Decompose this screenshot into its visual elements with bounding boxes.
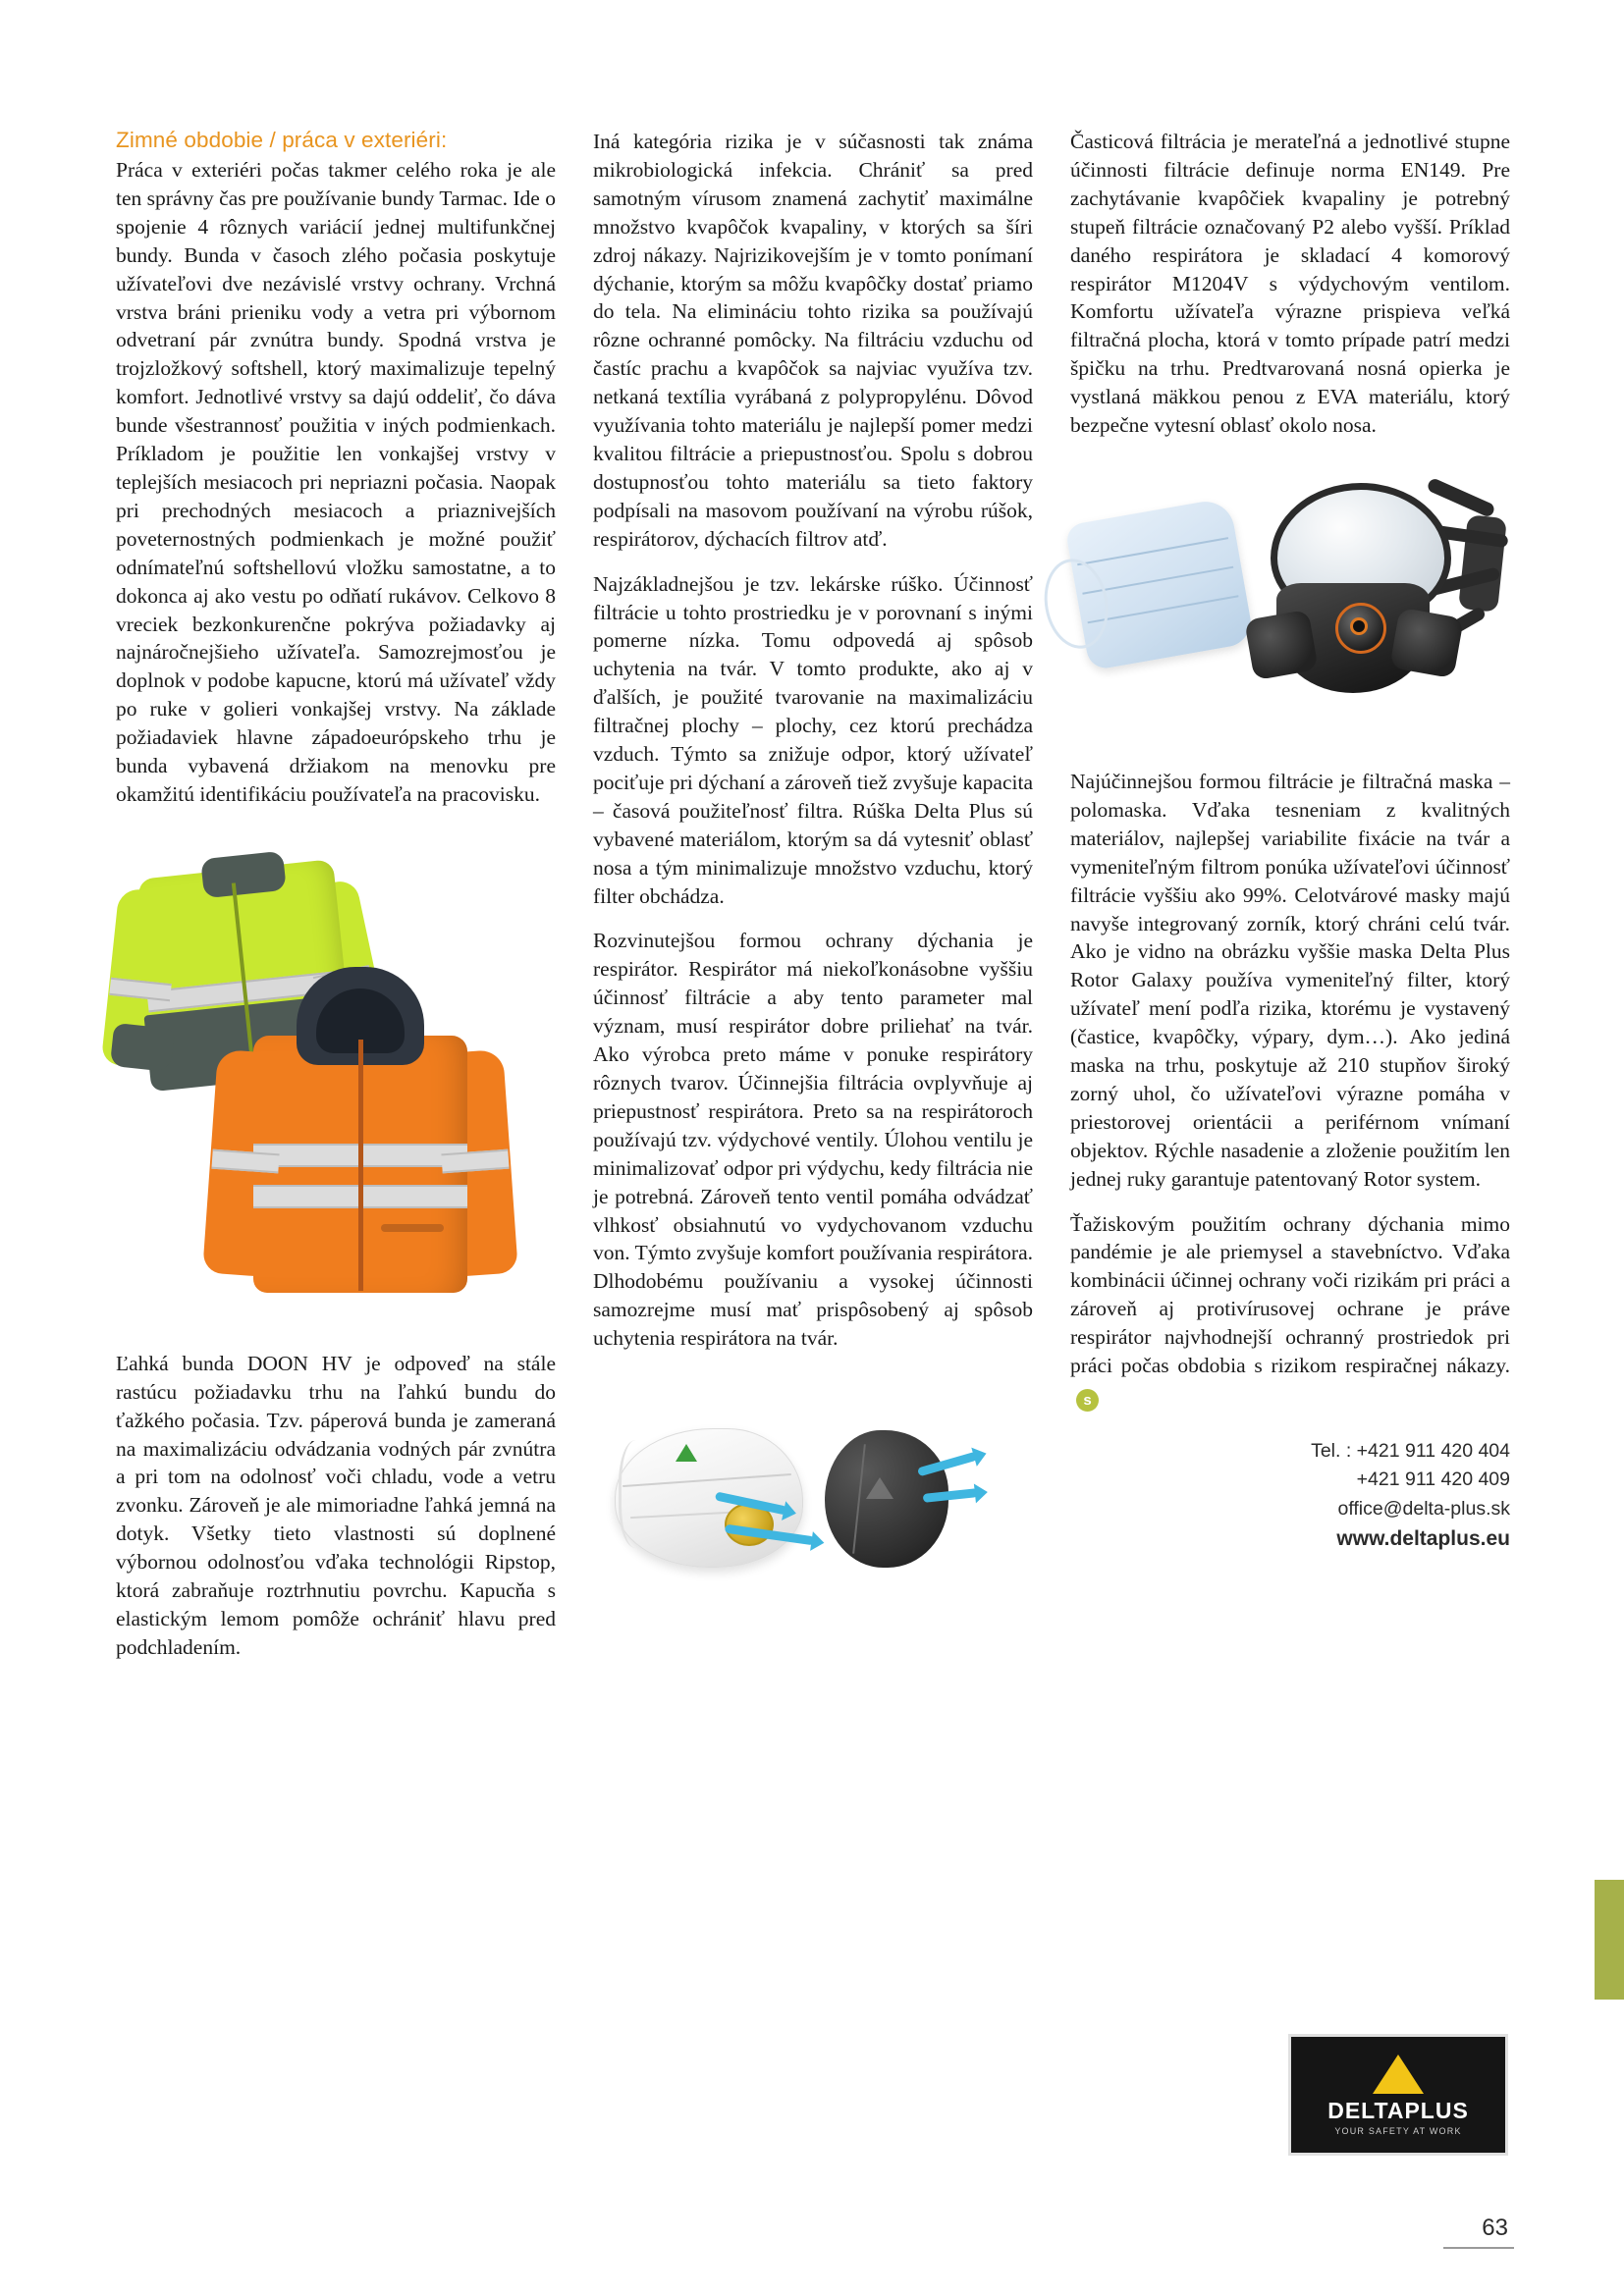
column3-paragraph-2: Najúčinnejšou formou filtrácie je filtračná maska – polomaska. Vďaka tesneniam z kvalitných materiálov, najlepšej variabilite fixácie na tvár a vymeniteľným filtrom ponúka užívateľovi účinnosť filtrácie vyššiu ako 99%. Celotvárové masky majú navyše integrovaný zorník, ktorý chráni celú tvár. Ako je vidno na obrázku vyššie maska Delta Plus Rotor Galaxy používa vymeniteľný filter, ktorý užívateľ mení podľa rizika, ktorému je vystavený (častice, kvapôčky, výpary, dym…). Ako jediná maska na trhu, poskytuje až 210 stupňov široký zorný uhol, čo užívateľovi výrazne pomáha v priestorovej orientácii a periférnom vnímaní objektov. Rýchle nasadenie a zloženie použitím len jednej ruky garantuje patentovaný Rotor system. (1070, 769, 1510, 1191)
respirator-headband (619, 1440, 661, 1548)
contact-email[interactable]: office@delta-plus.sk (1337, 1497, 1510, 1520)
contact-website[interactable]: www.deltaplus.eu (1336, 1526, 1510, 1550)
logo-tagline: YOUR SAFETY AT WORK (1334, 2125, 1462, 2136)
mask-exhalation-dial (1335, 603, 1386, 654)
dark-respirator-image (805, 1430, 958, 1577)
column3-paragraph-3 (1070, 1210, 1510, 1412)
deltaplus-triangle-icon (676, 1444, 697, 1462)
column2-paragraph-3: Rozvinutejšou formou ochrany dýchania je respirátor. Respirátor má niekoľkonásobne vyššiu účinnosť filtrácie a aby tento parameter mal význam, musí respirátor dobre priliehať na tvár. Ako výrobca preto máme v ponuke respirátory rôznych tvarov. Účinnejšia filtrácia ovplyvňuje aj priepustnosť respirátora. Preto sa na respirátoroch používajú tzv. výdychové ventily. Úlohou ventilu je minimalizovať odpor pri výdychu, kedy filtrácia nie je potrebná. Zároveň tento ventil pomáha odvádzať vlhkosť obsiahnutú vo vydychovanom vzduchu von. Týmto zvyšuje komfort používania respirátora. Dlhodobému používaniu a vysokej účinnosti samozrejme musí mať prispôsobený aj spôsob uchytenia respirátora na tvár. (593, 929, 1034, 1351)
logo-name: DELTAPLUS (1327, 2097, 1469, 2123)
hv-collar (200, 851, 287, 899)
mask-figure (1070, 457, 1510, 752)
mask-filter-left (1244, 610, 1319, 681)
mask-pleat (1077, 537, 1228, 565)
deltaplus-triangle-icon (866, 1477, 893, 1499)
column3-paragraph-1: Časticová filtrácia je merateľná a jednotlivé stupne účinnosti filtrácie definuje norma EN149. Pre zachytávanie kvapôčiek kvapaliny je potrebný stupeň filtrácie označovaný P2 alebo vyšší. Príklad daného respirátora je skladací 4 komorový respirátor M1204V s výdychovým ventilom. Komfortu užívateľa výrazne prispieva veľká filtračná plocha, ktorá v tomto prípade patrí medzi špičku na trhu. Predtvarovaná nosná opierka je vystlaná mäkkou penou z EVA materiálu, ktorý bezpečne vytesní oblasť okolo nosa. (1070, 130, 1510, 438)
folding-respirator-image (615, 1418, 811, 1585)
full-face-mask-image (1216, 465, 1510, 740)
contact-block (1070, 1437, 1510, 1554)
column1-paragraph-1: Práca v exteriéri počas takmer celého roka je ale ten správny čas pre používanie bundy Tarmac. Ide o spojenie 4 rôznych variácií jednej multifunkčnej bundy. Bunda v časoch zlého počasia poskytuje užívateľovi dve nezávislé vrstvy ochrany. Vrchná vrstva bráni prieniku vody a vetra pri výbornom odvetraní pár zvnútra bundy. Spodná vrstva je trojzložkový softshell, ktorý maximalizuje tepelný komfort. Jednotlivé vrstvy sa dajú oddeliť, čo dáva bunde všestrannosť použitia v iných podmienkach. Príkladom je použitie len vonkajšej vrstvy v teplejších mesiacoch pri nepriazni počasia. Naopak pri prechodných mesiacoch a priaznivejších poveternostných podmienkach je možné použiť odnímateľnú softshellovú vložku samostatne, a to dokonca aj ako vestu po odňatí rukávov. Celkovo 8 vreciek bezkonkurenčne pokrýva požiadavky aj najnáročnejšieho užívateľa. Samozrejmosťou je doplnok v podobe kapucne, ktorú má užívateľ vždy po ruke v golieri vonkajšej vrstvy. Na základe požiadaviek hlavne západoeurópskeho trhu je bunda vybavená držiakom na menovku pre okamžitú identifikáciu používateľa na pracovisku. (116, 158, 556, 806)
column-2 (593, 128, 1033, 1679)
column-3 (1070, 128, 1510, 1679)
section-heading: Zimné obdobie / práca v exteriéri: (116, 128, 448, 152)
page-edge-tab (1595, 1880, 1624, 2000)
column1-caption: Ľahká bunda DOON HV je odpoveď na stále rastúcu požiadavku trhu na ľahkú bundu do ťažkého počasia. Tzv. páperová bunda je zameraná na maximalizáciu odvádzania vodných pár zvnútra a pri tom na odolnosť voči chladu, vode a vetru zvonku. Zároveň je ale mimoriadne ľahká jemná na dotyk. Všetky tieto vlastnosti sú doplnené výbornou odolnosťou vďaka technológii Ripstop, ktorá zabraňuje roztrhnutiu povrchu. Kapucňa s elastickým lemom pomôže ochrániť hlavu pred podchladením. (116, 1351, 556, 1659)
page-number: 63 (1482, 2215, 1508, 2241)
column2-paragraph-1: Iná kategória rizika je v súčasnosti tak známa mikrobiologická infekcia. Chrániť sa pred samotným vírusom znamená zachytiť maximálne množstvo kvapôčok kvapaliny, v ktorých sa šíri zdroj nákazy. Najrizikovejším je v tomto ponímaní dýchanie, ktorým sa môžu kvapôčky dostať priamo do tela. Na elimináciu tohto rizika sa používajú rôzne ochranné pomôcky. Na filtráciu vzduchu od častíc prachu a kvapôčok sa najviac využíva tzv. netkaná textília vyrábaná z polypropylénu. Dôvod využívania tohto materiálu je najlepší pomer medzi kvalitou filtrácie a priepustnosťou. Spolu s dobrou dostupnosťou tohto materiálu sa tieto faktory podpísali na masovom používaní na výrobu rúšok, respirátorov, dýchacích filtrov atď. (593, 130, 1033, 551)
jacket-figure (116, 826, 556, 1336)
mask-ear-loop (1038, 554, 1115, 654)
orange-jacket-image (206, 941, 530, 1329)
page-number-rule (1443, 2247, 1514, 2249)
hv-cuff-left (110, 1023, 175, 1072)
orange-pocket (381, 1224, 444, 1232)
contact-phone-2: +421 911 420 409 (1356, 1468, 1510, 1491)
mask-strap (1426, 477, 1495, 518)
end-of-article-mark: s (1076, 1389, 1099, 1412)
article-columns (116, 128, 1510, 1679)
column3-paragraph-3-text: Ťažiskovým použitím ochrany dýchania mimo pandémie je ale priemysel a stavebníctvo. Vďaka kombinácii účinnej ochrany voči rizikám pri práci a zároveň aj protivírusovej ochrane je práve respirátor najvhodnejší ochranný prostriedok pri práci počas obdobia s rizikom respiračnej nákazy. (1070, 1211, 1510, 1378)
column-1 (116, 128, 556, 1679)
column2-paragraph-2: Najzákladnejšou je tzv. lekárske rúško. Účinnosť filtrácie u tohto prostriedku je v porovnaní s inými pomerne nízka. Tomu odpovedá aj spôsob uchytenia na tvár. V tomto produkte, ako aj v ďalších, je použité tvarovanie na maximalizáciu filtračnej plochy – plochy, cez ktorú prechádza vzduch. Týmto sa znižuje odpor, ktorý užívateľ pociťuje pri dýchaní a zároveň tiež zvyšuje kapacita – časová použiteľnosť filtra. Rúška Delta Plus sú vybavené materiálom, ktorým sa dá vytesniť oblasť nosa a tým minimalizuje množstvo vzduchu, ktorý filter obchádza. (593, 571, 1033, 908)
mask-filter-right (1389, 608, 1464, 679)
deltaplus-triangle-icon (1373, 2055, 1424, 2094)
orange-zipper (358, 1040, 363, 1291)
respirator-figure (593, 1369, 1033, 1654)
contact-phone-1: Tel. : +421 911 420 404 (1311, 1440, 1510, 1462)
deltaplus-logo (1288, 2034, 1508, 2156)
